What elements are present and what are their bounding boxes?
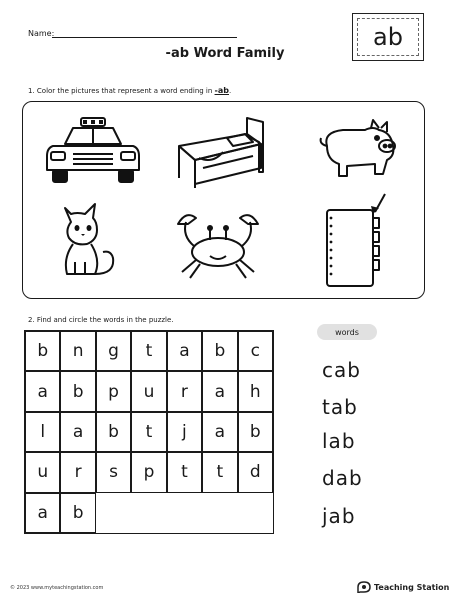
words-label: words	[317, 324, 377, 340]
instruction-2: 2. Find and circle the words in the puzzle.	[28, 316, 174, 324]
grid-cell[interactable]: b	[60, 493, 95, 533]
grid-cell[interactable]: u	[25, 452, 60, 492]
grid-cell[interactable]: r	[60, 452, 95, 492]
grid-cell[interactable]: b	[96, 412, 131, 452]
grid-cell[interactable]: d	[238, 452, 273, 492]
word-item: jab	[322, 504, 356, 528]
grid-cell[interactable]: a	[60, 412, 95, 452]
grid-cell[interactable]: a	[202, 371, 237, 411]
word-family-stamp	[352, 13, 424, 61]
brand[interactable]	[357, 581, 449, 593]
name-label: Name:	[28, 29, 55, 38]
picture-box	[22, 101, 425, 299]
crab-icon[interactable]	[168, 206, 268, 282]
brand-name: Teaching Station	[374, 582, 450, 592]
copyright-text: © 2023 www.myteachingstation.com	[10, 585, 104, 591]
grid-cell[interactable]: b	[60, 371, 95, 411]
grid-cell[interactable]: t	[131, 412, 166, 452]
grid-cell[interactable]: t	[131, 331, 166, 371]
grid-cell[interactable]: p	[96, 371, 131, 411]
title-family: -ab	[165, 46, 190, 61]
grid-cell[interactable]: g	[96, 331, 131, 371]
grid-cell[interactable]: n	[60, 331, 95, 371]
cat-icon[interactable]	[51, 200, 123, 284]
grid-cell[interactable]: b	[238, 412, 273, 452]
instruction-1-text: 1. Color the pictures that represent a word ending in	[28, 87, 215, 95]
instruction-1-highlight: -ab	[214, 86, 229, 95]
title-rest: Word Family	[193, 46, 285, 61]
grid-cell[interactable]: j	[167, 412, 202, 452]
grid-cell[interactable]: h	[238, 371, 273, 411]
grid-cell[interactable]: p	[131, 452, 166, 492]
grid-cell[interactable]: s	[96, 452, 131, 492]
grid-cell[interactable]: t	[202, 452, 237, 492]
word-item: cab	[322, 358, 361, 382]
grid-cell[interactable]: u	[131, 371, 166, 411]
instruction-1-end: .	[229, 87, 232, 95]
grid-cell[interactable]: b	[25, 331, 60, 371]
grid-cell[interactable]: a	[167, 331, 202, 371]
word-item: lab	[322, 429, 356, 453]
word-item: tab	[322, 395, 358, 419]
instruction-1	[28, 86, 231, 95]
bed-icon[interactable]	[173, 112, 269, 192]
grid-cell[interactable]: a	[202, 412, 237, 452]
grid-cell[interactable]: a	[25, 371, 60, 411]
grid-cell[interactable]: t	[167, 452, 202, 492]
word-search-grid	[24, 330, 274, 534]
grid-cell[interactable]: a	[25, 493, 60, 533]
stamp-text: ab	[357, 18, 419, 56]
word-item: dab	[322, 466, 363, 490]
notebook-tab-icon[interactable]	[317, 188, 397, 292]
teaching-station-logo-icon	[357, 581, 371, 593]
grid-cell[interactable]: r	[167, 371, 202, 411]
grid-cell[interactable]: c	[238, 331, 273, 371]
grid-cell[interactable]: b	[202, 331, 237, 371]
grid-cell[interactable]: l	[25, 412, 60, 452]
taxi-cab-icon[interactable]	[43, 114, 143, 186]
pig-icon[interactable]	[313, 116, 403, 186]
name-line[interactable]	[52, 37, 237, 38]
